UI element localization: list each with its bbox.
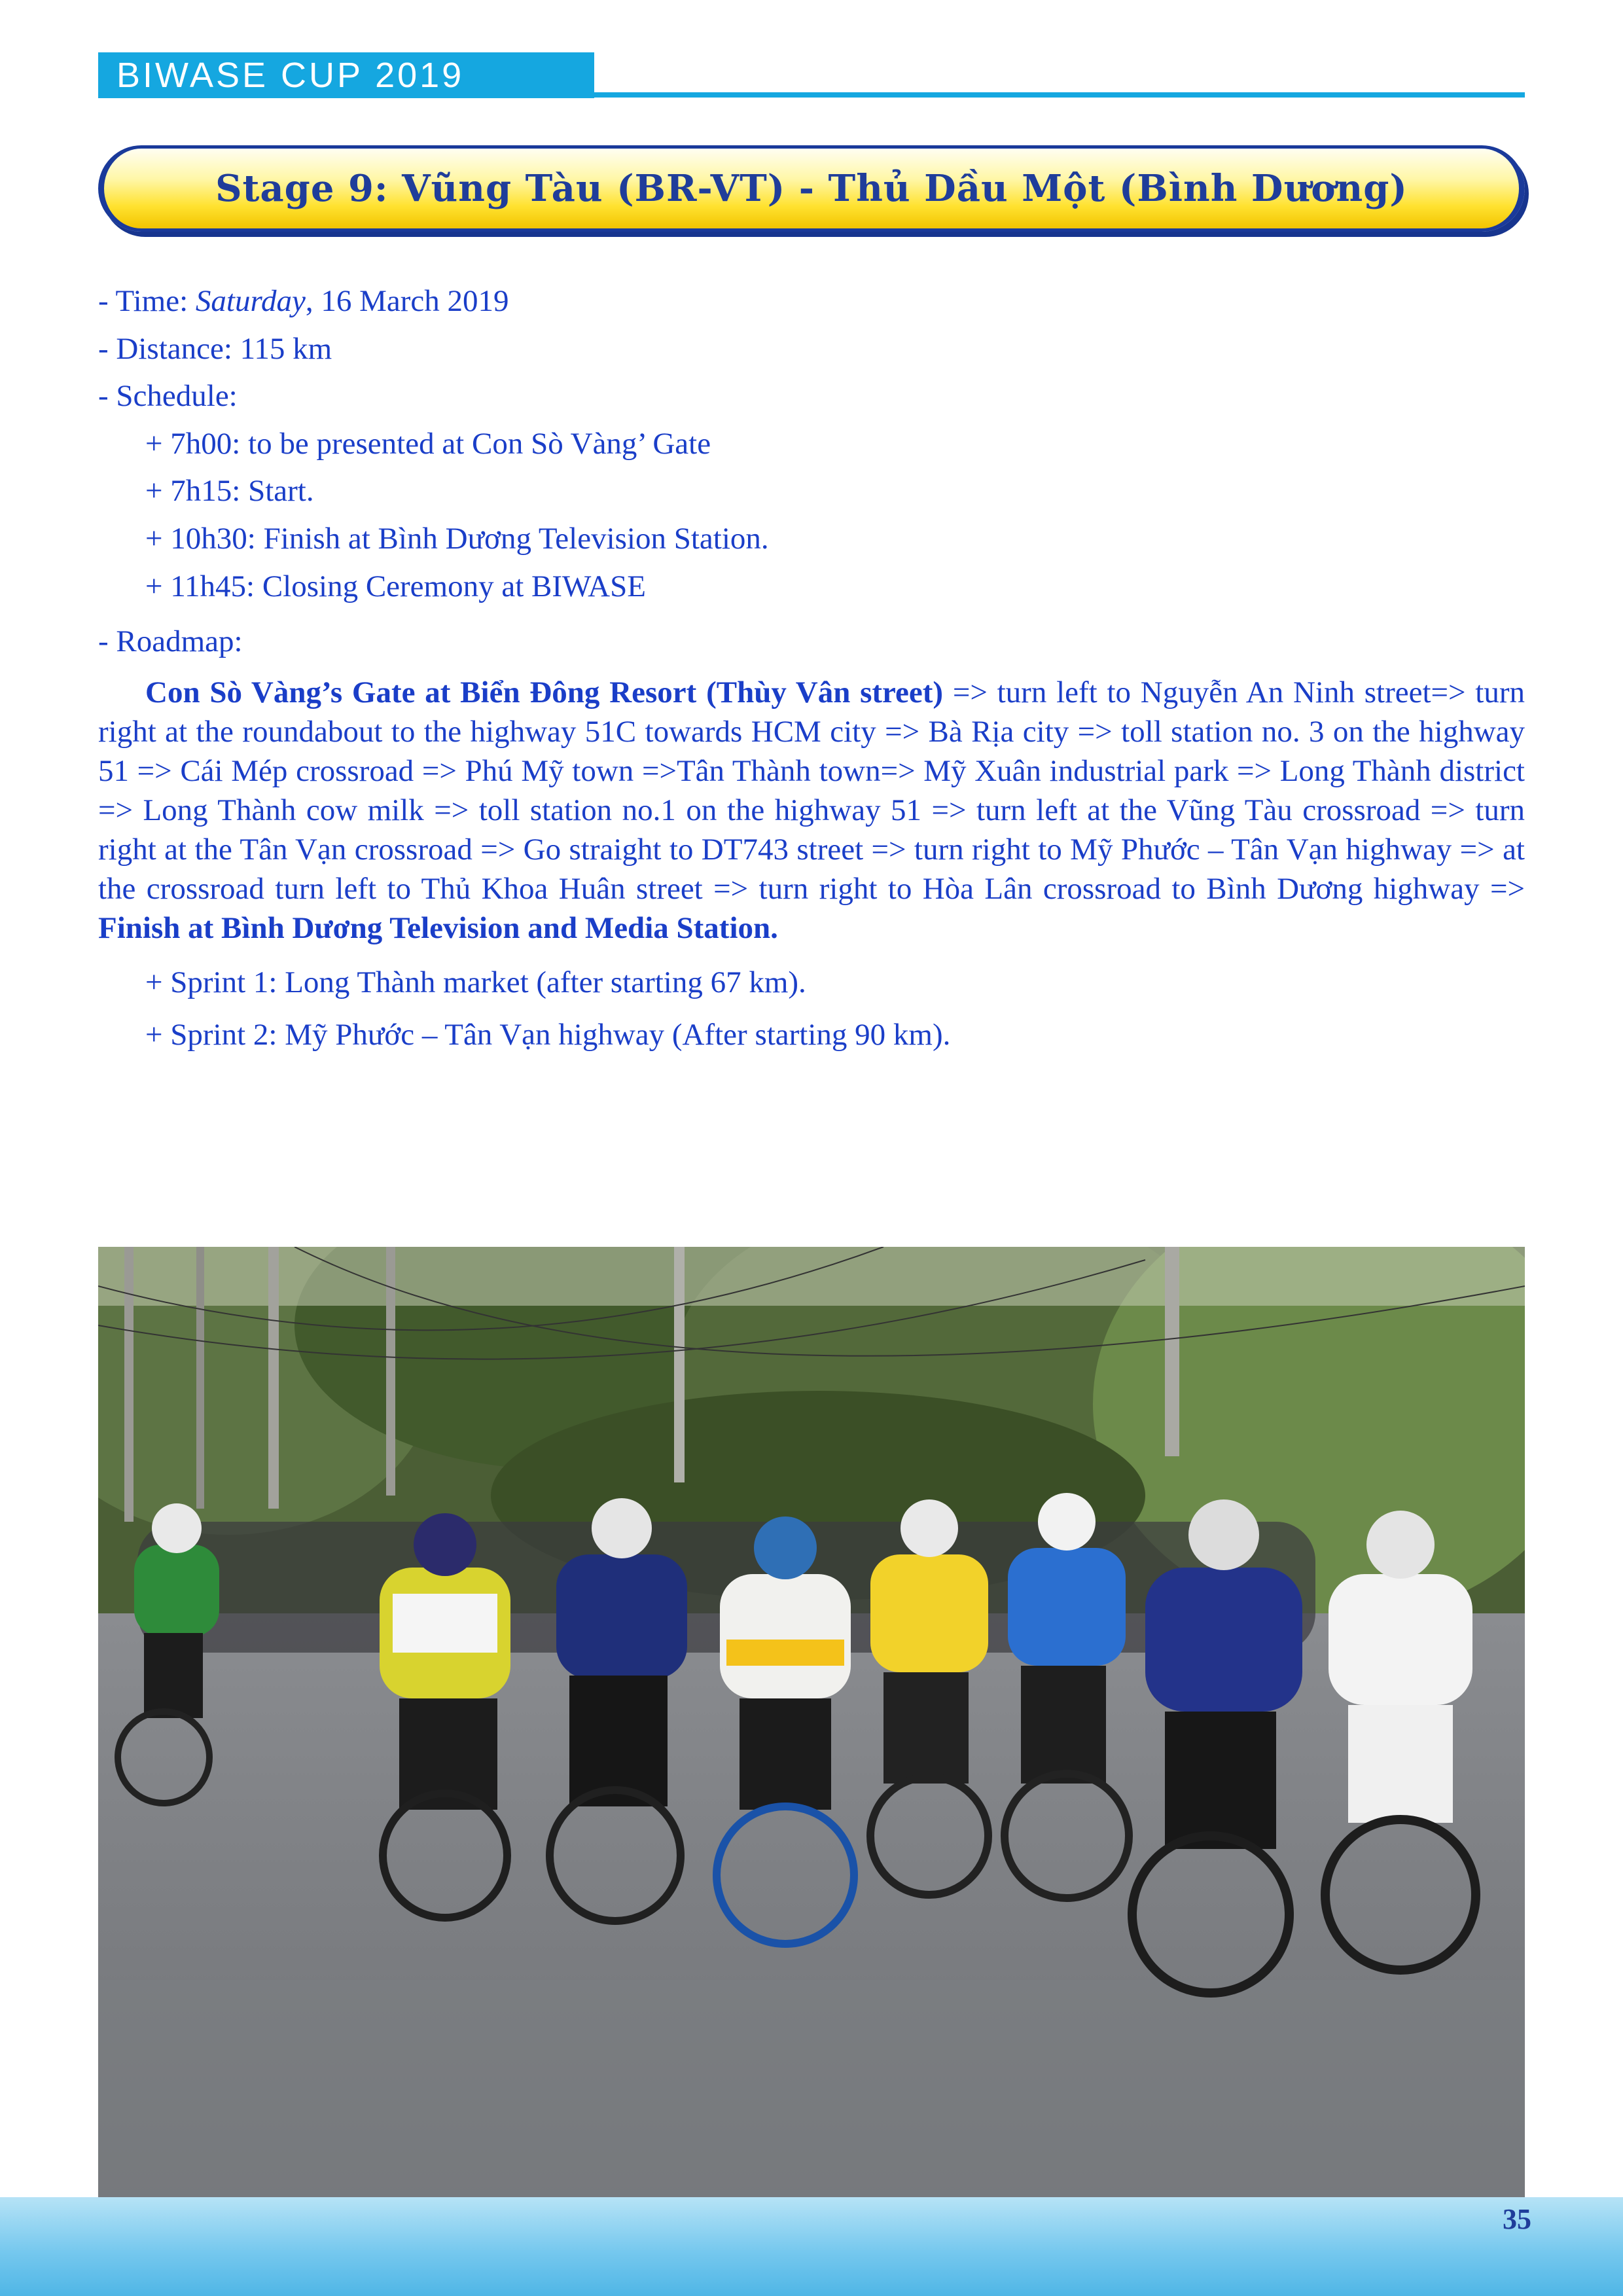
schedule-item: + 7h00: to be presented at Con Sò Vàng’ Gate	[145, 427, 711, 461]
schedule-label: - Schedule:	[98, 379, 238, 413]
sprint-item: + Sprint 1: Long Thành market (after starting 67 km).	[145, 965, 806, 999]
schedule-item: + 10h30: Finish at Bình Dương Television Station.	[145, 522, 769, 556]
roadmap-paragraph	[98, 673, 1525, 948]
schedule-item: + 7h15: Start.	[145, 474, 314, 508]
header-rule	[594, 92, 1525, 98]
roadmap-start: Con Sò Vàng’s Gate at Biển Đông Resort (Thùy Vân street)	[145, 675, 944, 709]
publication-title: BIWASE CUP 2019	[116, 56, 465, 95]
roadmap-route: => turn left to Nguyễn An Ninh street=> turn right at the roundabout to the highway 51C towards HCM city => Bà Rịa city => toll station no. 3 on the highway 51 => Cái Mép crossroad => Phú Mỹ town =>Tân Thành town=> Mỹ Xuân industrial park => Long Thành district => Long Thành cow milk => toll station no.1 on the highway 51 => turn left at the Vũng Tàu crossroad => turn right at the Tân Vạn crossroad => Go straight to DT743 street => turn right to Mỹ Phước – Tân Vạn highway => at the crossroad turn left to Thủ Khoa Huân street => turn right to Hòa Lân crossroad to Bình Dương highway =>	[98, 675, 1525, 906]
sprint-item: + Sprint 2: Mỹ Phước – Tân Vạn highway (After starting 90 km).	[145, 1018, 951, 1052]
cyclists-photo	[98, 1247, 1525, 2202]
roadmap-label: - Roadmap:	[98, 624, 243, 658]
header-tab	[98, 52, 594, 98]
stage-banner	[98, 145, 1525, 232]
time-line	[98, 283, 1525, 319]
time-date: , 16 March 2019	[305, 284, 509, 318]
stage-title: Stage 9: Vũng Tàu (BR-VT) - Thủ Dầu Một (Bình Dương)	[215, 167, 1408, 210]
footer-band	[0, 2197, 1623, 2296]
time-day: Saturday	[195, 284, 306, 318]
distance-line: - Distance: 115 km	[98, 332, 332, 366]
roadmap-finish: Finish at Bình Dương Television and Media Station.	[98, 911, 778, 945]
page-number: 35	[1503, 2203, 1531, 2235]
schedule-item: + 11h45: Closing Ceremony at BIWASE	[145, 569, 646, 603]
time-label: - Time:	[98, 284, 196, 318]
